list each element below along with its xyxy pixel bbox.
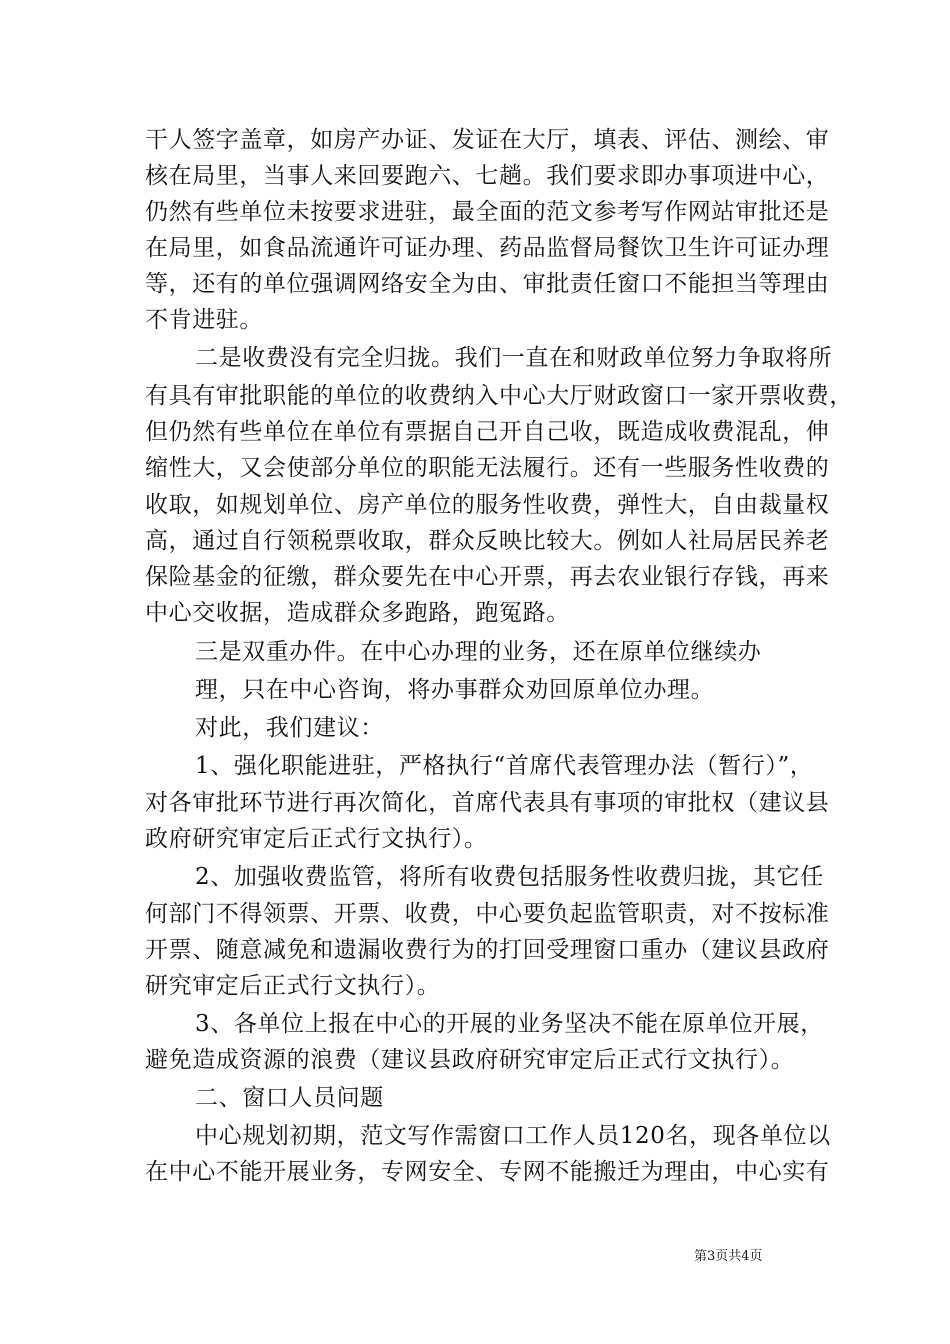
- paragraph-first-line: 1、强化职能进驻，严格执行“首席代表管理办法（暂行）”，: [195, 753, 814, 779]
- text-line: 对各审批环节进行再次简化，首席代表具有事项的审批权（建议县: [145, 790, 830, 816]
- paragraph-first-line: 三是双重办件。在中心办理的业务，还在原单位继续办: [195, 639, 762, 665]
- text-line: 在中心不能开展业务，专网安全、专网不能搬迁为理由，中心实有: [145, 1159, 830, 1185]
- text-line: 政府研究审定后正式行文执行）。: [145, 826, 488, 852]
- text-line: 避免造成资源的浪费（建议县政府研究审定后正式行文执行）。: [145, 1047, 795, 1073]
- text-line: 理，只在中心咨询，将办事群众劝回原单位办理。: [195, 677, 715, 703]
- section-heading: 二、窗口人员问题: [195, 1085, 384, 1111]
- paragraph-first-line: 3、各单位上报在中心的开展的业务坚决不能在原单位开展，: [195, 1011, 824, 1037]
- paragraph-first-line: 中心规划初期，范文写作需窗口工作人员120名，现各单位以: [195, 1123, 831, 1149]
- text-line: 缩性大，又会使部分单位的职能无法履行。还有一些服务性收费的: [145, 455, 830, 481]
- text-line: 何部门不得领票、开票、收费，中心要负起监管职责，对不按标准: [145, 901, 830, 927]
- text-line: 保险基金的征缴，群众要先在中心开票，再去农业银行存钱，再来: [145, 564, 830, 590]
- page-number-footer: 第3页共4页: [694, 1249, 763, 1264]
- text-line: 研究审定后正式行文执行）。: [145, 973, 441, 999]
- text-line: 但仍然有些单位在单位有票据自己开自己收，既造成收费混乱，伸: [145, 419, 830, 445]
- text-line: 不肯进驻。: [145, 307, 263, 333]
- text-line: 开票、随意减免和遗漏收费行为的打回受理窗口重办（建议县政府: [145, 937, 830, 963]
- text-line: 仍然有些单位未按要求进驻，最全面的范文参考写作网站审批还是: [145, 199, 830, 225]
- text-line: 核在局里，当事人来回要跑六、七趟。我们要求即办事项进中心，: [145, 163, 830, 189]
- text-line: 有具有审批职能的单位的收费纳入中心大厅财政窗口一家开票收费，: [145, 383, 853, 409]
- paragraph-first-line: 2、加强收费监管，将所有收费包括服务性收费归拢，其它任: [195, 864, 824, 890]
- text-line: 收取，如规划单位、房产单位的服务性收费，弹性大，自由裁量权: [145, 492, 830, 518]
- paragraph-first-line: 对此，我们建议：: [195, 715, 384, 741]
- text-line: 中心交收据，造成群众多跑路，跑冤路。: [145, 600, 570, 626]
- text-line: 等，还有的单位强调网络安全为由、审批责任窗口不能担当等理由: [145, 271, 830, 297]
- text-line: 干人签字盖章，如房产办证、发证在大厅，填表、评估、测绘、审: [145, 127, 830, 153]
- text-line: 在局里，如食品流通许可证办理、药品监督局餐饮卫生许可证办理: [145, 235, 830, 261]
- text-line: 高，通过自行领税票收取，群众反映比较大。例如人社局居民养老: [145, 528, 830, 554]
- paragraph-first-line: 二是收费没有完全归拢。我们一直在和财政单位努力争取将所: [195, 345, 833, 371]
